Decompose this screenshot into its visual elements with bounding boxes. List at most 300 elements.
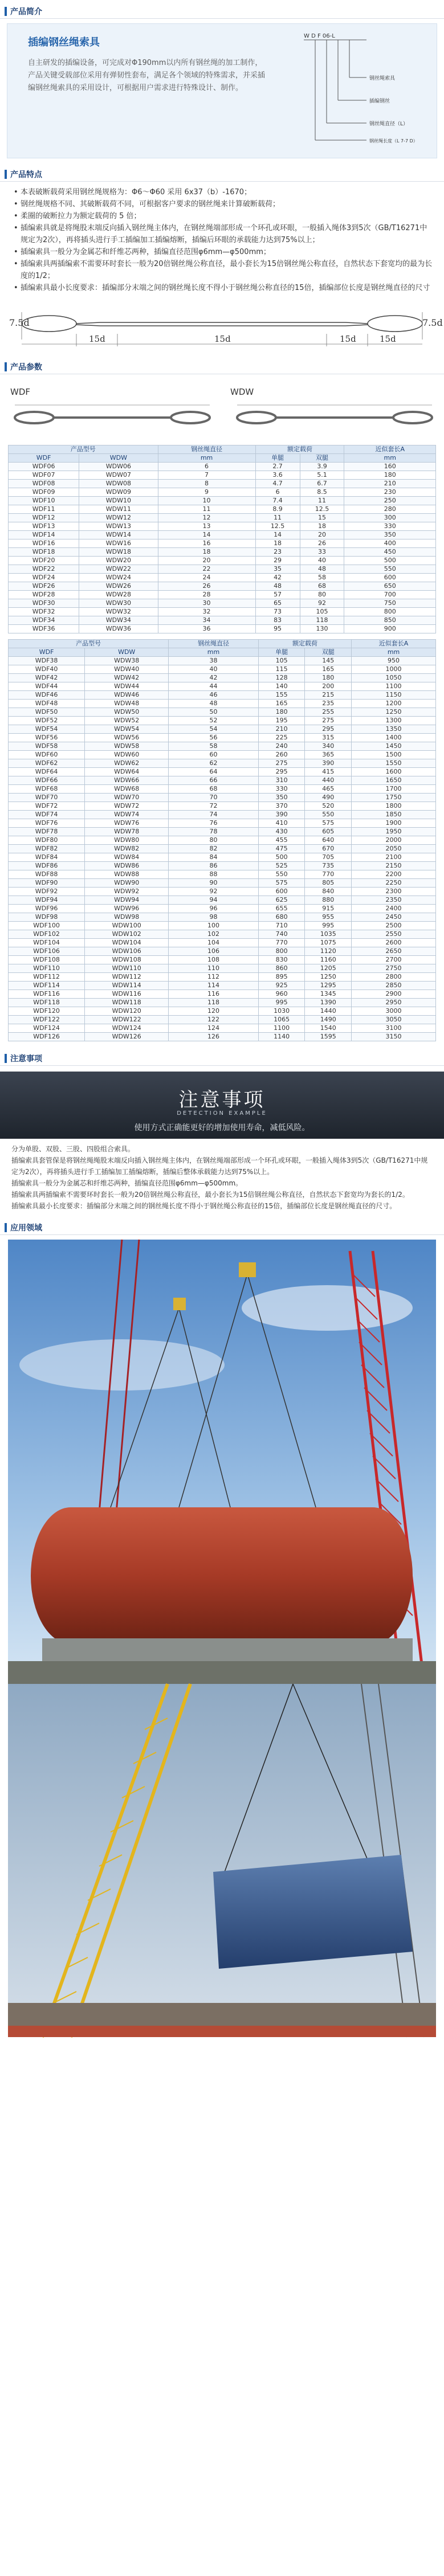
table-cell: 1600 <box>352 768 436 776</box>
table-row <box>9 930 436 939</box>
table-cell: 68 <box>300 582 344 591</box>
table-row <box>9 717 436 725</box>
notice-line: 分为单股、双股、三股、四股组合索具。 <box>11 1145 135 1153</box>
table-cell: 48 <box>169 700 259 708</box>
table-cell: 1900 <box>352 819 436 828</box>
table-row <box>9 599 436 608</box>
table-cell: 500 <box>344 557 436 565</box>
table-cell: 275 <box>305 717 352 725</box>
wdf-wdw-diagram <box>0 374 444 443</box>
table-cell: WDF30 <box>9 599 79 608</box>
table-cell: 180 <box>305 674 352 682</box>
table-cell: 455 <box>258 836 305 845</box>
table-row <box>9 785 436 794</box>
notice-notes <box>11 1143 433 1212</box>
table-cell: WDF48 <box>9 700 85 708</box>
section-features-header <box>0 166 444 182</box>
table-cell: 465 <box>305 785 352 794</box>
table-cell: 1345 <box>305 990 352 999</box>
table-cell: WDF86 <box>9 862 85 870</box>
col-subheader: WDF <box>9 454 79 463</box>
col-header: 产品型号 <box>9 445 158 454</box>
col-header: 近似套长A <box>352 640 436 648</box>
wdw-label: WDW <box>230 387 254 397</box>
table-cell: WDF12 <box>9 514 79 522</box>
table-row <box>9 973 436 982</box>
table-cell: 165 <box>258 700 305 708</box>
table-cell: WDF90 <box>9 879 85 888</box>
table-cell: WDW86 <box>85 862 169 870</box>
table-cell: WDF124 <box>9 1024 85 1033</box>
table-cell: 700 <box>344 591 436 599</box>
table-cell: 1650 <box>352 776 436 785</box>
table-cell: WDW98 <box>85 913 169 922</box>
table-cell: 895 <box>258 973 305 982</box>
table-cell: 200 <box>305 682 352 691</box>
table-cell: 370 <box>258 802 305 811</box>
table-cell: 915 <box>305 905 352 913</box>
notice-banner-subtitle-en: DETECTION EXAMPLE <box>177 1110 267 1117</box>
table-cell: 2150 <box>352 862 436 870</box>
table-row <box>9 700 436 708</box>
section-title: 应用领域 <box>10 1224 42 1233</box>
table-cell: 650 <box>344 582 436 591</box>
wdf-label: WDF <box>10 387 31 397</box>
table-cell: 280 <box>344 505 436 514</box>
feature-item: • 插编索具就是将绳股末端反向插入钢丝绳主体内，在钢丝绳端部形成一个环孔或环眼，一般插入绳体3到5次（GB/T16271中规定为2次），再将插头进行手工插编加工插编熔断，插编后环眼的承载能力达到75%以上； <box>14 222 433 246</box>
section-marker <box>5 1054 7 1063</box>
table-cell: 1075 <box>305 939 352 947</box>
table-cell: 550 <box>344 565 436 574</box>
table-cell: 73 <box>255 608 300 616</box>
notice-line: 插编索具一般分为金属芯和纤维芯两种，插编直径范围φ6mm—φ500mm。 <box>11 1179 243 1187</box>
table-row <box>9 888 436 896</box>
table-cell: WDF106 <box>9 947 85 956</box>
table-cell: 225 <box>258 734 305 742</box>
table-cell: 3050 <box>352 1016 436 1024</box>
table-cell: 1120 <box>305 947 352 956</box>
table-cell: 160 <box>344 463 436 471</box>
product-label-diagram <box>281 32 435 152</box>
table-cell: 770 <box>258 939 305 947</box>
table-cell: WDW40 <box>85 665 169 674</box>
table-cell: 126 <box>169 1033 259 1041</box>
table-cell: 130 <box>300 625 344 633</box>
table-cell: WDF20 <box>9 557 79 565</box>
table-cell: WDW90 <box>85 879 169 888</box>
table-cell: WDF50 <box>9 708 85 717</box>
table-cell: 1150 <box>352 691 436 700</box>
application-photo-cargo-lift <box>8 1684 436 2037</box>
feature-list <box>0 186 444 294</box>
section-title: 产品参数 <box>10 363 42 372</box>
table-cell: WDW10 <box>79 497 158 505</box>
table-cell: WDW112 <box>85 973 169 982</box>
table-cell: 82 <box>169 845 259 853</box>
table-cell: WDF56 <box>9 734 85 742</box>
table-cell: 210 <box>344 480 436 488</box>
table-cell: WDF94 <box>9 896 85 905</box>
col-subheader: WDF <box>9 648 85 657</box>
table-row <box>9 999 436 1007</box>
table-cell: 1100 <box>258 1024 305 1033</box>
table-cell: 750 <box>344 599 436 608</box>
table-cell: WDW124 <box>85 1024 169 1033</box>
table-cell: 255 <box>305 708 352 717</box>
table-cell: 48 <box>300 565 344 574</box>
table-cell: WDW116 <box>85 990 169 999</box>
table-cell: 315 <box>305 734 352 742</box>
table-cell: 33 <box>300 548 344 557</box>
col-subheader: 单腿 <box>258 648 305 657</box>
table-cell: WDW56 <box>85 734 169 742</box>
table-cell: 112 <box>169 973 259 982</box>
table-cell: 670 <box>305 845 352 853</box>
table-cell: 1950 <box>352 828 436 836</box>
table-cell: WDW06 <box>79 463 158 471</box>
table-cell: 26 <box>158 582 255 591</box>
table-cell: 475 <box>258 845 305 853</box>
table-cell: 2900 <box>352 990 436 999</box>
table-cell: WDW13 <box>79 522 158 531</box>
table-cell: 550 <box>305 811 352 819</box>
table-cell: 80 <box>169 836 259 845</box>
table-row <box>9 522 436 531</box>
table-cell: 2550 <box>352 930 436 939</box>
table-cell: WDW70 <box>85 794 169 802</box>
table-cell: 116 <box>169 990 259 999</box>
table-cell: 7.4 <box>255 497 300 505</box>
table-row <box>9 734 436 742</box>
table-row <box>9 657 436 665</box>
table-cell: WDF16 <box>9 539 79 548</box>
table-row <box>9 794 436 802</box>
table-cell: 955 <box>305 913 352 922</box>
table-row <box>9 990 436 999</box>
col-subheader: 单腿 <box>255 454 300 463</box>
table-row <box>9 608 436 616</box>
table-cell: WDW66 <box>85 776 169 785</box>
table-cell: 1390 <box>305 999 352 1007</box>
spec-table-2 <box>8 639 436 1041</box>
table-cell: 3100 <box>352 1024 436 1033</box>
table-row <box>9 982 436 990</box>
table-cell: WDF42 <box>9 674 85 682</box>
table-cell: 128 <box>258 674 305 682</box>
table-cell: 83 <box>255 616 300 625</box>
table-cell: 1065 <box>258 1016 305 1024</box>
table-cell: 575 <box>258 879 305 888</box>
table-cell: 16 <box>158 539 255 548</box>
table-row <box>9 665 436 674</box>
table-cell: 100 <box>169 922 259 930</box>
section-marker <box>5 170 7 179</box>
table-row <box>9 708 436 717</box>
table-cell: 415 <box>305 768 352 776</box>
table-cell: 95 <box>255 625 300 633</box>
table-cell: 106 <box>169 947 259 956</box>
table-cell: 80 <box>300 591 344 599</box>
table-cell: WDF112 <box>9 973 85 982</box>
table-cell: 605 <box>305 828 352 836</box>
table-cell: WDW20 <box>79 557 158 565</box>
table-cell: 8.9 <box>255 505 300 514</box>
table-row <box>9 539 436 548</box>
table-cell: WDF14 <box>9 531 79 539</box>
col-subheader: WDW <box>85 648 169 657</box>
table-cell: WDF09 <box>9 488 79 497</box>
table-row <box>9 802 436 811</box>
table-cell: WDF40 <box>9 665 85 674</box>
feature-item: • 本表破断载荷采用钢丝绳规格为：Φ6～Φ60 采用 6x37（b）-1670； <box>14 186 433 198</box>
table-cell: 1035 <box>305 930 352 939</box>
table-cell: 1550 <box>352 759 436 768</box>
table-cell: 18 <box>158 548 255 557</box>
table-cell: WDF08 <box>9 480 79 488</box>
table-cell: WDF118 <box>9 999 85 1007</box>
table-cell: 600 <box>344 574 436 582</box>
table-cell: WDW120 <box>85 1007 169 1016</box>
table-cell: 9 <box>158 488 255 497</box>
table-cell: 68 <box>169 785 259 794</box>
table-row <box>9 751 436 759</box>
table-cell: 950 <box>352 657 436 665</box>
table-cell: WDF38 <box>9 657 85 665</box>
table-cell: 92 <box>169 888 259 896</box>
table-cell: 50 <box>169 708 259 717</box>
table-row <box>9 1024 436 1033</box>
table-cell: 1350 <box>352 725 436 734</box>
table-cell: 310 <box>258 776 305 785</box>
table-cell: 350 <box>344 531 436 539</box>
table-cell: WDF88 <box>9 870 85 879</box>
table-cell: 105 <box>258 657 305 665</box>
table-cell: 330 <box>258 785 305 794</box>
table-cell: WDF120 <box>9 1007 85 1016</box>
table-cell: WDW102 <box>85 930 169 939</box>
table-cell: 94 <box>169 896 259 905</box>
table-cell: WDW58 <box>85 742 169 751</box>
table-cell: WDW122 <box>85 1016 169 1024</box>
table-cell: WDF122 <box>9 1016 85 1024</box>
table-cell: 64 <box>169 768 259 776</box>
table-cell: 520 <box>305 802 352 811</box>
table-cell: WDF66 <box>9 776 85 785</box>
section-params-header <box>0 359 444 374</box>
table-cell: 155 <box>258 691 305 700</box>
table-cell: 114 <box>169 982 259 990</box>
table-cell: 1800 <box>352 802 436 811</box>
table-cell: 680 <box>258 913 305 922</box>
table-cell: WDF98 <box>9 913 85 922</box>
section-title: 产品特点 <box>10 170 42 179</box>
table-cell: 118 <box>169 999 259 1007</box>
table-row <box>9 776 436 785</box>
table-cell: WDW54 <box>85 725 169 734</box>
table-cell: 2950 <box>352 999 436 1007</box>
table-cell: 180 <box>344 471 436 480</box>
table-cell: 118 <box>300 616 344 625</box>
table-row <box>9 1033 436 1041</box>
table-cell: 30 <box>158 599 255 608</box>
table-cell: WDW44 <box>85 682 169 691</box>
table-cell: 36 <box>158 625 255 633</box>
application-photo-tank-lift <box>8 1240 436 1684</box>
table-cell: 860 <box>258 964 305 973</box>
table-cell: 1140 <box>258 1033 305 1041</box>
table-cell: WDW42 <box>85 674 169 682</box>
table-cell: WDW82 <box>85 845 169 853</box>
table-cell: 98 <box>169 913 259 922</box>
table-cell: 3.6 <box>255 471 300 480</box>
table-cell: 58 <box>169 742 259 751</box>
table-cell: 34 <box>158 616 255 625</box>
table-cell: 525 <box>258 862 305 870</box>
table-cell: WDF52 <box>9 717 85 725</box>
table-cell: 705 <box>305 853 352 862</box>
table-cell: WDF24 <box>9 574 79 582</box>
table-cell: 2700 <box>352 956 436 964</box>
table-row <box>9 1016 436 1024</box>
table-cell: 550 <box>258 870 305 879</box>
table-cell: WDF84 <box>9 853 85 862</box>
table-cell: 275 <box>258 759 305 768</box>
table-cell: 104 <box>169 939 259 947</box>
table-cell: 350 <box>258 794 305 802</box>
table-cell: 32 <box>158 608 255 616</box>
table-cell: WDW22 <box>79 565 158 574</box>
table-cell: 3150 <box>352 1033 436 1041</box>
table-cell: WDF78 <box>9 828 85 836</box>
notice-line: 插编索具两插编索不需要环时套长一般为20倍钢丝绳公称直径，最小套长为15倍钢丝绳公称直径，自然状态下套宽均为套长的1/2。 <box>11 1191 409 1199</box>
table-cell: 960 <box>258 990 305 999</box>
table-cell: WDW50 <box>85 708 169 717</box>
col-header: 近似套长A <box>344 445 436 454</box>
table-cell: 23 <box>255 548 300 557</box>
col-subheader: mm <box>169 648 259 657</box>
table-cell: 88 <box>169 870 259 879</box>
table-cell: 735 <box>305 862 352 870</box>
table-cell: 600 <box>258 888 305 896</box>
table-cell: WDW26 <box>79 582 158 591</box>
table-cell: 740 <box>258 930 305 939</box>
table-cell: 1100 <box>352 682 436 691</box>
table-cell: 240 <box>258 742 305 751</box>
table-cell: 710 <box>258 922 305 930</box>
table-cell: 165 <box>305 665 352 674</box>
sling-seg-label: 15d <box>214 334 231 344</box>
table-cell: 180 <box>258 708 305 717</box>
table-row <box>9 682 436 691</box>
table-cell: 2400 <box>352 905 436 913</box>
col-header: 额定载荷 <box>255 445 344 454</box>
table-cell: 74 <box>169 811 259 819</box>
notice-line: 插编索具最小长度要求：插编部分末端之间的钢丝绳长度不得小于钢丝绳公称直径的15倍，插编部位长度是钢丝绳直径的尺寸。 <box>11 1202 397 1210</box>
table-cell: WDW88 <box>85 870 169 879</box>
table-cell: WDF82 <box>9 845 85 853</box>
table-cell: 62 <box>169 759 259 768</box>
table-cell: WDW09 <box>79 488 158 497</box>
table-cell: WDW30 <box>79 599 158 608</box>
table-row <box>9 565 436 574</box>
table-cell: 1595 <box>305 1033 352 1041</box>
feature-item: • 插编索具一般分为金属芯和纤维芯两种，插编直径范围φ6mm—φ500mm； <box>14 246 433 258</box>
notice-banner <box>0 1072 444 1139</box>
table-cell: WDF34 <box>9 616 79 625</box>
table-cell: 365 <box>305 751 352 759</box>
table-cell: WDF80 <box>9 836 85 845</box>
table-cell: 8.5 <box>300 488 344 497</box>
table-cell: 2250 <box>352 879 436 888</box>
table-cell: 340 <box>305 742 352 751</box>
table-row <box>9 862 436 870</box>
table-cell: WDW106 <box>85 947 169 956</box>
table-row <box>9 505 436 514</box>
table-cell: 15 <box>300 514 344 522</box>
table-cell: 20 <box>300 531 344 539</box>
table-row <box>9 742 436 751</box>
table-cell: WDW38 <box>85 657 169 665</box>
notice-line: 插编索具套管保是将钢丝绳绳股末端反向插入钢丝绳主体内，在钢丝绳端部形成一个环孔或环眼，一般插入绳体3到5次（GB/T16271中规定为2次），再将插头进行手工插编加工插编熔断，插编后整体承载能力达到75%以上。 <box>11 1156 428 1176</box>
table-row <box>9 956 436 964</box>
section-marker <box>5 362 7 371</box>
table-cell: 35 <box>255 565 300 574</box>
table-cell: 140 <box>258 682 305 691</box>
table-cell: WDW68 <box>85 785 169 794</box>
table-cell: 390 <box>305 759 352 768</box>
table-row <box>9 845 436 853</box>
section-notice-header <box>0 1050 444 1066</box>
table-cell: 230 <box>344 488 436 497</box>
table-cell: 1295 <box>305 982 352 990</box>
table-cell: 1250 <box>352 708 436 717</box>
table-cell: WDF104 <box>9 939 85 947</box>
table-cell: 1490 <box>305 1016 352 1024</box>
table-cell: 2100 <box>352 853 436 862</box>
table-cell: WDW62 <box>85 759 169 768</box>
table-cell: 1000 <box>352 665 436 674</box>
table-cell: WDW76 <box>85 819 169 828</box>
table-cell: WDF26 <box>9 582 79 591</box>
table-cell: WDF28 <box>9 591 79 599</box>
table-row <box>9 616 436 625</box>
table-cell: WDF06 <box>9 463 79 471</box>
table-cell: WDF126 <box>9 1033 85 1041</box>
table-cell: 42 <box>255 574 300 582</box>
table-cell: 1540 <box>305 1024 352 1033</box>
table-cell: 96 <box>169 905 259 913</box>
table-row <box>9 574 436 582</box>
table-cell: 44 <box>169 682 259 691</box>
table-cell: 6.7 <box>300 480 344 488</box>
table-cell: 20 <box>158 557 255 565</box>
table-cell: WDW08 <box>79 480 158 488</box>
table-cell: WDF114 <box>9 982 85 990</box>
table-cell: WDF62 <box>9 759 85 768</box>
sling-seg-label: 15d <box>380 334 396 344</box>
table-cell: 11 <box>255 514 300 522</box>
table-cell: 3000 <box>352 1007 436 1016</box>
table-row <box>9 725 436 734</box>
table-cell: 430 <box>258 828 305 836</box>
sling-seg-label: 15d <box>89 334 105 344</box>
section-application-header <box>0 1220 444 1235</box>
table-cell: 102 <box>169 930 259 939</box>
table-cell: 8 <box>158 480 255 488</box>
table-cell: 2750 <box>352 964 436 973</box>
table-cell: 250 <box>344 497 436 505</box>
sling-end-label: 7.5d <box>422 317 443 328</box>
